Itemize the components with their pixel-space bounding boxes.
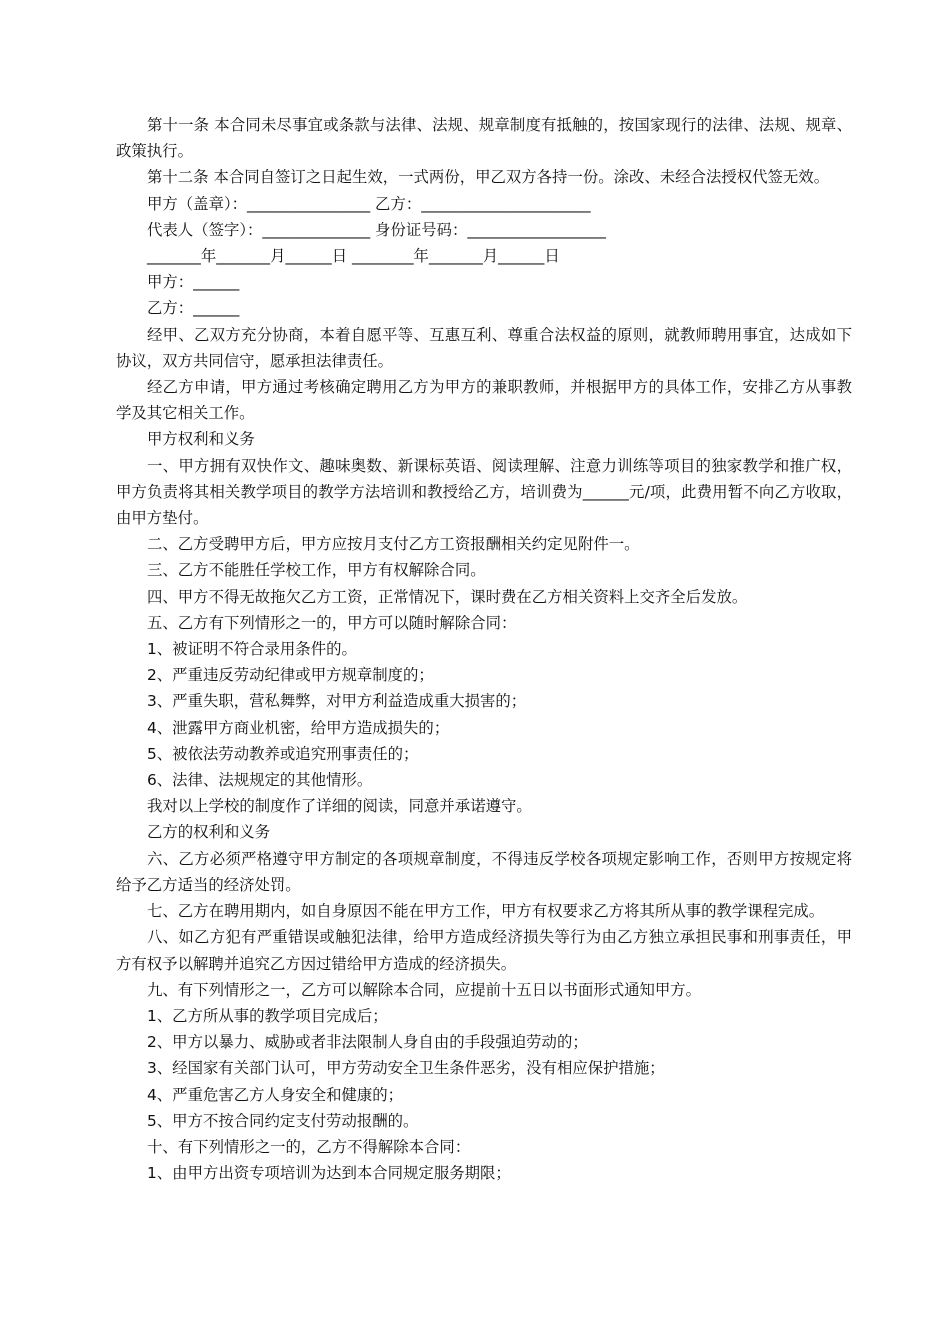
termination-reason-1: 1、被证明不符合录用条件的。 — [147, 640, 357, 659]
party-a-item-5: 五、乙方有下列情形之一的，甲方可以随时解除合同： — [147, 613, 517, 632]
resign-reason-4: 4、严重危害乙方人身安全和健康的； — [147, 1085, 404, 1104]
acknowledgement: 我对以上学校的制度作了详细的阅读，同意并承诺遵守。 — [147, 797, 532, 816]
party-a-item-3: 三、乙方不能胜任学校工作，甲方有权解除合同。 — [147, 561, 486, 580]
party-a-item-2: 二、乙方受聘甲方后，甲方应按月支付乙方工资报酬相关约定见附件一。 — [147, 535, 640, 554]
signature-line-representative-id: 代表人（签字）：______________ 身份证号码：__________________ — [147, 220, 606, 239]
party-b-item-8: 八、如乙方犯有严重错误或触犯法律，给甲方造成经济损失等行为由乙方独立承担民事和刑事责任，甲方有权予以解聘并追究乙方因过错给甲方造成的经济损失。 — [116, 928, 852, 973]
party-a-item-1: 一、甲方拥有双快作文、趣味奥数、新课标英语、阅读理解、注意力训练等项目的独家教学和推广权，甲方负责将其相关教学项目的教学方法培训和教授给乙方，培训费为______元/项，此费用暂不向乙方收取，由甲方垫付。 — [116, 456, 852, 528]
termination-reason-4: 4、泄露甲方商业机密，给甲方造成损失的； — [147, 718, 450, 737]
signature-date-line: _______年_______月______日 ________年_______月______日 — [147, 247, 560, 266]
clause-11: 第十一条 本合同未尽事宜或条款与法律、法规、规章制度有抵触的，按国家现行的法律、法规、规章、政策执行。 — [116, 116, 852, 161]
party-a-item-4: 四、甲方不得无故拖欠乙方工资，正常情况下，课时费在乙方相关资料上交齐全后发放。 — [147, 587, 748, 606]
resign-reason-1: 1、乙方所从事的教学项目完成后； — [147, 1006, 388, 1025]
party-b-item-9: 九、有下列情形之一，乙方可以解除本合同，应提前十五日以书面形式通知甲方。 — [147, 980, 702, 999]
termination-reason-2: 2、严重违反劳动纪律或甲方规章制度的； — [147, 666, 434, 685]
party-b-item-7: 七、乙方在聘用期内，如自身原因不能在甲方工作，甲方有权要求乙方将其所从事的教学课程完成。 — [147, 902, 825, 921]
termination-reason-5: 5、被依法劳动教养或追究刑事责任的； — [147, 744, 419, 763]
resign-reason-3: 3、经国家有关部门认可，甲方劳动安全卫生条件恶劣，没有相应保护措施； — [147, 1059, 665, 1078]
party-b-line: 乙方：______ — [147, 299, 240, 318]
termination-reason-6: 6、法律、法规规定的其他情形。 — [147, 771, 373, 790]
signature-line-party-a-b: 甲方（盖章）：________________ 乙方：______________________ — [147, 194, 591, 213]
section-heading-party-b: 乙方的权利和义务 — [147, 823, 271, 842]
termination-reason-3: 3、严重失职，营私舞弊，对甲方利益造成重大损害的； — [147, 692, 527, 711]
document-page — [116, 112, 852, 1186]
clause-12: 第十二条 本合同自签订之日起生效，一式两份，甲乙双方各持一份。涂改、未经合法授权代签无效。 — [147, 168, 830, 187]
agreement-intro: 经甲、乙双方充分协商，本着自愿平等、互惠互利、尊重合法权益的原则，就教师聘用事宜，达成如下协议，双方共同信守，愿承担法律责任。 — [116, 325, 852, 370]
party-b-item-6: 六、乙方必须严格遵守甲方制定的各项规章制度，不得违反学校各项规定影响工作，否则甲方按规定将给予乙方适当的经济处罚。 — [116, 849, 852, 894]
section-heading-party-a: 甲方权利和义务 — [147, 430, 255, 449]
hiring-statement: 经乙方申请，甲方通过考核确定聘用乙方为甲方的兼职教师，并根据甲方的具体工作，安排乙方从事教学及其它相关工作。 — [116, 378, 852, 423]
resign-reason-2: 2、甲方以暴力、威胁或者非法限制人身自由的手段强迫劳动的； — [147, 1033, 588, 1052]
party-a-line: 甲方：______ — [147, 273, 240, 292]
no-termination-reason-1: 1、由甲方出资专项培训为达到本合同规定服务期限； — [147, 1164, 511, 1183]
party-b-item-10: 十、有下列情形之一的，乙方不得解除本合同： — [147, 1137, 471, 1156]
resign-reason-5: 5、甲方不按合同约定支付劳动报酬的。 — [147, 1111, 419, 1130]
